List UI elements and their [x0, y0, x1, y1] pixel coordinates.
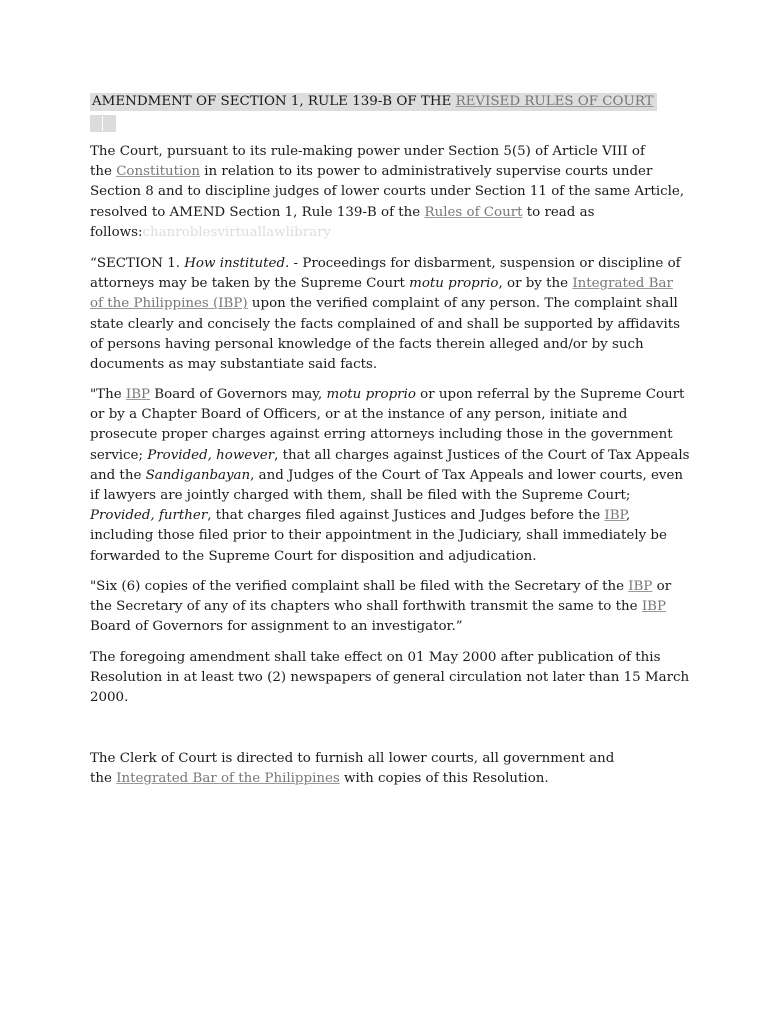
ibp-board-text-4: , that all charges against Justices of the Court of Tax Appeals and the	[90, 447, 690, 483]
intro-line-4-start: resolved to AMEND Section 1, Rule 139-B of the	[90, 204, 425, 220]
clerk-line-2-end: with copies of this Resolution.	[339, 771, 549, 787]
section1-text-3: upon the verified complaint of any person. The complaint shall state clearly and concisely the facts complained of and shall be supported by affidavits of persons having personal knowledge of the facts therein alleged and/or by such documents as may substantiate said facts.	[90, 296, 681, 373]
ibp-board-text-5: , and Judges of the Court of Tax Appeals and lower courts, even if lawyers are jointly charged with them, shall be filed with the Supreme Court;	[90, 467, 684, 504]
ibp-board-text-3: or upon referral by the Supreme Court or by a Chapter Board of Officers, or at the instance of any person, initiate and prosecute proper charges against erring attorneys including those in the government service;	[90, 387, 685, 463]
intro-line-1: The Court, pursuant to its rule-making power under Section 5(5) of Article VIII of	[90, 144, 645, 159]
integrated-bar-link[interactable]: Integrated Bar of the Philippines	[116, 771, 340, 787]
effectivity-text: The foregoing amendment shall take effect on 01 May 2000 after publication of this Resolution in at least two (2) newspapers of general circulation not later than 15 March 2000.	[90, 650, 690, 706]
provided-further-text: Provided, further	[90, 508, 208, 524]
intro-line-3: Section 8 and to discipline judges of lower courts under Section 11 of the same Article,	[90, 184, 685, 200]
ibp-board-text-2: Board of Governors may,	[150, 387, 327, 402]
intro-line-4-end: to read as	[522, 204, 595, 220]
document-heading	[90, 93, 657, 111]
sandiganbayan-text: Sandiganbayan	[145, 467, 251, 483]
ibp-link[interactable]: IBP	[641, 599, 666, 615]
paragraph-copies	[90, 577, 690, 638]
ibp-board-text-6: , that charges filed against Justices and Judges before the	[207, 508, 605, 524]
copies-text-3: Board of Governors for assignment to an investigator.”	[90, 619, 463, 635]
section1-label: “SECTION 1.	[90, 256, 185, 271]
clerk-line-2-start: the	[90, 771, 117, 787]
section1-title: How instituted.	[184, 256, 290, 271]
section1-text-2: , or by the	[498, 276, 573, 292]
section1-text-1: - Proceedings for disbarment, suspension or discipline of attorneys may be taken by the Supreme Court	[90, 256, 681, 292]
provided-however-text: Provided, however	[147, 447, 275, 463]
ibp-link[interactable]: IBP	[125, 387, 151, 402]
paragraph-effectivity	[90, 648, 690, 709]
ibp-board-text-7: , including those filed prior to their appointment in the Judiciary, shall immediately be forwarded to the Supreme Court for disposition and adjudication.	[90, 508, 667, 564]
heading-text: AMENDMENT OF SECTION 1, RULE 139-B OF THE	[92, 94, 456, 109]
motu-proprio-text: motu proprio	[326, 387, 416, 402]
watermark-text: chanroblesvirtuallawlibrary	[142, 224, 332, 240]
motu-proprio-text: motu proprio	[409, 276, 499, 292]
ibp-link[interactable]: IBP	[628, 579, 653, 594]
copies-text-2: or the Secretary of any of its chapters who shall forthwith transmit the same to the	[90, 579, 672, 615]
intro-line-2-start: the	[90, 164, 117, 180]
intro-line-2-end: in relation to its power to administratively supervise courts under	[200, 164, 653, 180]
paragraph-ibp-board	[90, 385, 690, 567]
integrated-bar-ibp-link[interactable]: Integrated Bar of the Philippines (IBP)	[90, 276, 673, 312]
paragraph-section-1	[90, 254, 690, 375]
paragraph-intro	[90, 142, 690, 243]
rules-of-court-link[interactable]: Rules of Court	[424, 204, 523, 220]
ibp-board-text-1: "The	[90, 387, 126, 402]
revised-rules-of-court-link[interactable]: REVISED RULES OF COURT	[455, 94, 654, 109]
heading-box-divider	[102, 116, 103, 131]
ibp-link[interactable]: IBP	[604, 508, 626, 524]
paragraph-clerk	[90, 749, 690, 789]
heading-placeholder-box	[90, 115, 116, 132]
constitution-link[interactable]: Constitution	[116, 164, 201, 180]
clerk-line-1: The Clerk of Court is directed to furnish all lower courts, all government and	[90, 751, 615, 766]
copies-text-1: "Six (6) copies of the verified complaint shall be filed with the Secretary of the	[90, 579, 629, 594]
intro-line-5: follows:	[90, 224, 143, 240]
